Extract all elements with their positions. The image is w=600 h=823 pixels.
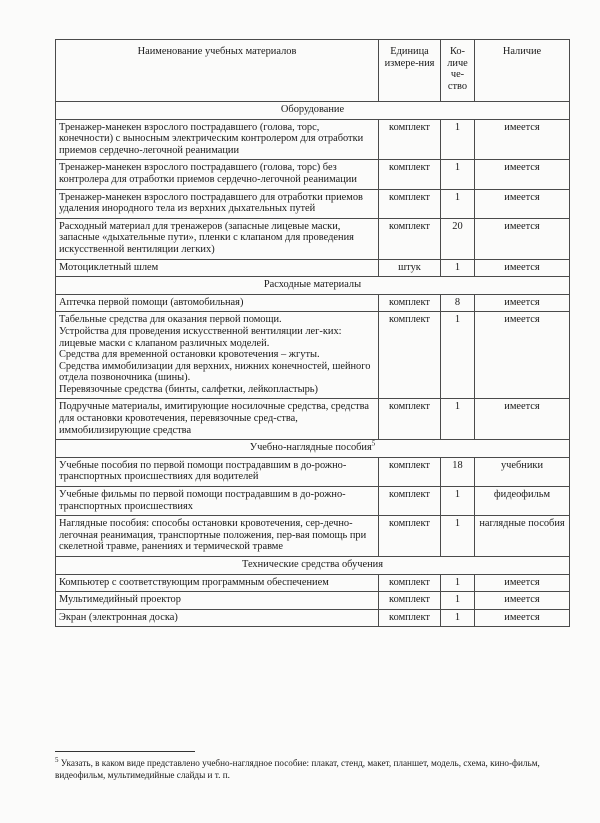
cell-avail: имеется — [475, 294, 570, 312]
cell-name: Тренажер-манекен взрослого пострадавшего (голова, торс, конечности) с выносным электрическим контролером для отработки приемов сердечно-легочной реанимации — [56, 119, 379, 160]
cell-unit: комплект — [379, 457, 441, 486]
cell-unit: комплект — [379, 119, 441, 160]
cell-avail: имеется — [475, 189, 570, 218]
cell-avail: имеется — [475, 399, 570, 440]
cell-avail: имеется — [475, 160, 570, 189]
cell-name: Аптечка первой помощи (автомобильная) — [56, 294, 379, 312]
cell-qty: 18 — [441, 457, 475, 486]
cell-unit: комплект — [379, 592, 441, 610]
cell-avail: наглядные пособия — [475, 516, 570, 557]
cell-qty: 1 — [441, 259, 475, 277]
table-row — [56, 609, 570, 627]
cell-avail: имеется — [475, 259, 570, 277]
cell-name: Учебные пособия по первой помощи пострадавшим в до-рожно-транспортных происшествиях для водителей — [56, 457, 379, 486]
cell-unit: комплект — [379, 574, 441, 592]
table-header-row — [56, 40, 570, 102]
cell-name: Расходный материал для тренажеров (запасные лицевые маски, запасные «дыхательные пути», пленки с клапаном для проведения искусственной вентиляции легких) — [56, 218, 379, 259]
section-row — [56, 440, 570, 458]
header-qty: Ко-личе че-ство — [441, 40, 475, 102]
cell-avail: имеется — [475, 609, 570, 627]
table-row — [56, 487, 570, 516]
cell-unit: комплект — [379, 516, 441, 557]
cell-qty: 1 — [441, 592, 475, 610]
cell-unit: комплект — [379, 487, 441, 516]
cell-avail: имеется — [475, 574, 570, 592]
header-unit: Единица измере-ния — [379, 40, 441, 102]
section-title-text: Учебно-наглядные пособия — [249, 442, 372, 454]
cell-unit: комплект — [379, 218, 441, 259]
cell-name: Наглядные пособия: способы остановки кровотечения, сер-дечно-легочная реанимация, транспортные положения, пер-вая помощь при скелетной травме, ранениях и термической травме — [56, 516, 379, 557]
cell-name: Табельные средства для оказания первой помощи. Устройства для проведения искусственной вентиляции лег-ких: лицевые маски с клапаном различных моделей. Средства для временной остановки кровотечения – жгуты. Средства иммобилизации для верхних, нижних конечностей, шейного отдела позвоночника (шины). Перевязочные средства (бинты, салфетки, лейкопластырь) — [56, 312, 379, 399]
cell-name: Мультимедийный проектор — [56, 592, 379, 610]
cell-avail: имеется — [475, 218, 570, 259]
cell-unit: комплект — [379, 609, 441, 627]
cell-unit: штук — [379, 259, 441, 277]
table-row — [56, 574, 570, 592]
section-title — [56, 557, 570, 575]
cell-name: Тренажер-манекен взрослого пострадавшего для отработки приемов удаления инородного тела из верхних дыхательных путей — [56, 189, 379, 218]
table-row — [56, 160, 570, 189]
cell-unit: комплект — [379, 399, 441, 440]
table-row — [56, 312, 570, 399]
table-row — [56, 457, 570, 486]
table-row — [56, 592, 570, 610]
cell-name: Мотоциклетный шлем — [56, 259, 379, 277]
cell-qty: 1 — [441, 574, 475, 592]
cell-name: Учебные фильмы по первой помощи пострадавшим в до-рожно-транспортных происшествиях — [56, 487, 379, 516]
cell-qty: 1 — [441, 516, 475, 557]
cell-name: Компьютер с соответствующим программным обеспечением — [56, 574, 379, 592]
cell-unit: комплект — [379, 189, 441, 218]
cell-qty: 20 — [441, 218, 475, 259]
section-row — [56, 557, 570, 575]
section-row — [56, 102, 570, 120]
footnote-mark: 5 — [55, 755, 59, 764]
cell-qty: 1 — [441, 312, 475, 399]
table-row — [56, 399, 570, 440]
cell-avail: имеется — [475, 119, 570, 160]
cell-unit: комплект — [379, 294, 441, 312]
table-row — [56, 189, 570, 218]
footnote-divider — [55, 751, 195, 752]
section-title — [56, 277, 570, 295]
footnote-text: Указать, в каком виде представлено учебно-наглядное пособие: плакат, стенд, макет, планшет, модель, схема, кино-фильм, видеофильм, мультимедийные слайды и т. п. — [55, 758, 540, 780]
table-row — [56, 294, 570, 312]
cell-name: Подручные материалы, имитирующие носилочные средства, средства для остановки кровотечения, перевязочные сред-ства, иммобилизирующие средства — [56, 399, 379, 440]
cell-name: Экран (электронная доска) — [56, 609, 379, 627]
cell-qty: 8 — [441, 294, 475, 312]
table-row — [56, 259, 570, 277]
cell-name: Тренажер-манекен взрослого пострадавшего (голова, торс) без контролера для отработки приемов сердечно-легочной реанимации — [56, 160, 379, 189]
cell-qty: 1 — [441, 160, 475, 189]
section-title-text: Оборудование — [280, 104, 345, 115]
cell-avail: имеется — [475, 312, 570, 399]
section-title — [56, 440, 570, 458]
cell-avail: имеется — [475, 592, 570, 610]
cell-qty: 1 — [441, 189, 475, 218]
cell-avail: фидеофильм — [475, 487, 570, 516]
table-row — [56, 119, 570, 160]
header-avail: Наличие — [475, 40, 570, 102]
footnote — [55, 757, 569, 781]
cell-qty: 1 — [441, 119, 475, 160]
cell-unit: комплект — [379, 160, 441, 189]
materials-table — [55, 39, 570, 627]
table-row — [56, 218, 570, 259]
cell-avail: учебники — [475, 457, 570, 486]
header-name: Наименование учебных материалов — [56, 40, 379, 102]
cell-qty: 1 — [441, 399, 475, 440]
section-title — [56, 102, 570, 120]
section-title-text: Расходные материалы — [263, 279, 362, 291]
section-row — [56, 277, 570, 295]
section-footnote-mark: 5 — [371, 439, 376, 448]
section-title-text: Технические средства обучения — [242, 559, 383, 570]
cell-qty: 1 — [441, 487, 475, 516]
cell-unit: комплект — [379, 312, 441, 399]
cell-qty: 1 — [441, 609, 475, 627]
table-row — [56, 516, 570, 557]
